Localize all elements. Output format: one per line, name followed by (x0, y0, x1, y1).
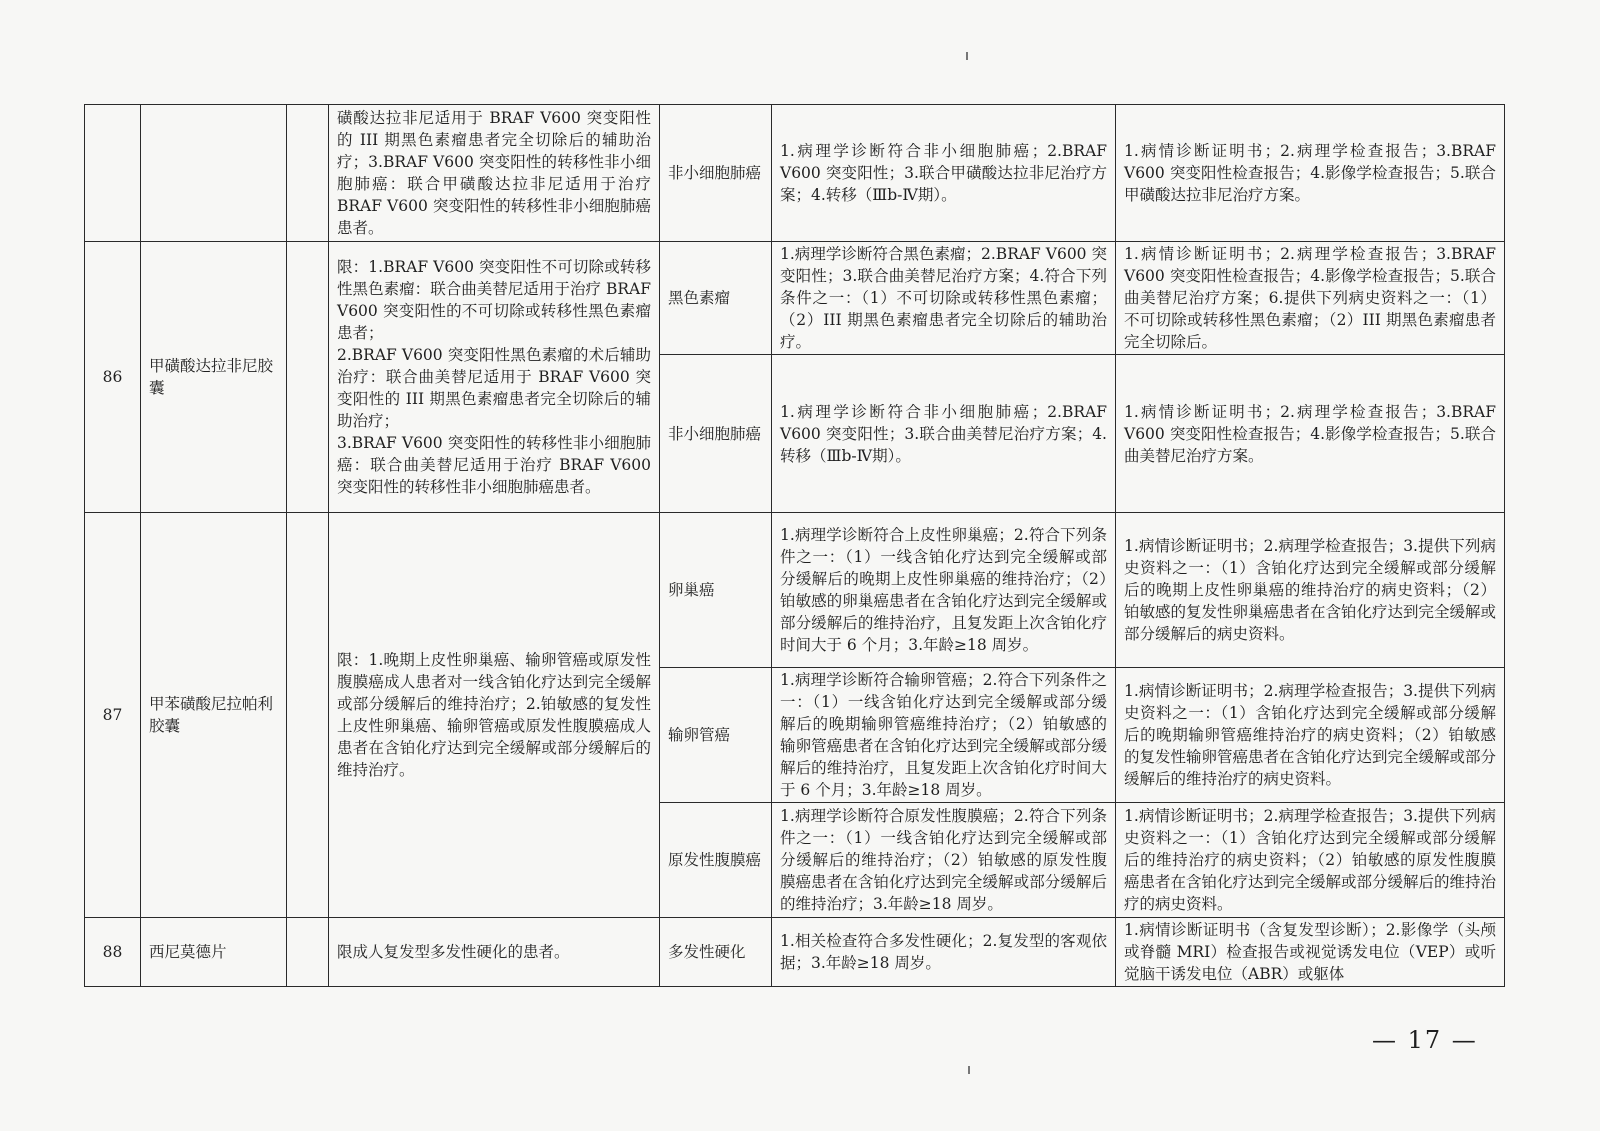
number-cell: 88 (85, 918, 141, 987)
drug-name-cell (141, 105, 287, 242)
scope-cell: 限成人复发型多发性硬化的患者。 (329, 918, 660, 987)
number-cell (85, 105, 141, 242)
materials-cell: 1.病情诊断证明书；2.病理学检查报告；3.BRAF V600 突变阳性检查报告；4.影像学检查报告；5.联合甲磺酸达拉非尼治疗方案。 (1116, 105, 1505, 242)
number-cell: 87 (85, 513, 141, 918)
drug-criteria-table (84, 104, 1505, 987)
materials-cell: 1.病情诊断证明书（含复发型诊断）；2.影像学（头颅或脊髓 MRI）检查报告或视觉诱发电位（VEP）或听觉脑干诱发电位（ABR）或躯体 (1116, 918, 1505, 987)
disease-cell: 多发性硬化 (660, 918, 772, 987)
criteria-cell: 1.病理学诊断符合非小细胞肺癌；2.BRAF V600 突变阳性；3.联合甲磺酸达拉非尼治疗方案；4.转移（Ⅲb-Ⅳ期）。 (772, 105, 1116, 242)
criteria-cell: 1.病理学诊断符合黑色素瘤；2.BRAF V600 突变阳性；3.联合曲美替尼治疗方案；4.符合下列条件之一：（1）不可切除或转移性黑色素瘤；（2）III 期黑色素瘤患者完全切除后的辅助治疗。 (772, 242, 1116, 355)
blank-column-cell (287, 918, 329, 987)
materials-cell: 1.病情诊断证明书；2.病理学检查报告；3.BRAF V600 突变阳性检查报告；4.影像学检查报告；5.联合曲美替尼治疗方案。 (1116, 355, 1505, 513)
drug-name-cell: 西尼莫德片 (141, 918, 287, 987)
page-number: — 17 — (1372, 1026, 1478, 1054)
disease-cell: 原发性腹膜癌 (660, 803, 772, 918)
table-row-87-a (85, 513, 1505, 668)
disease-cell: 非小细胞肺癌 (660, 355, 772, 513)
blank-column-cell (287, 242, 329, 513)
materials-cell: 1.病情诊断证明书；2.病理学检查报告；3.提供下列病史资料之一：（1）含铂化疗达到完全缓解或部分缓解后的维持治疗的病史资料；（2）铂敏感的原发性腹膜癌患者在含铂化疗达到完全缓解或部分缓解后的维持治疗的病史资料。 (1116, 803, 1505, 918)
table-row-88 (85, 918, 1505, 987)
criteria-cell: 1.病理学诊断符合非小细胞肺癌；2.BRAF V600 突变阳性；3.联合曲美替尼治疗方案；4.转移（Ⅲb-Ⅳ期）。 (772, 355, 1116, 513)
blank-column-cell (287, 105, 329, 242)
materials-cell: 1.病情诊断证明书；2.病理学检查报告；3.提供下列病史资料之一：（1）含铂化疗达到完全缓解或部分缓解后的晚期输卵管癌维持治疗的病史资料；（2）铂敏感的复发性输卵管癌患者在含铂化疗达到完全缓解或部分缓解后的维持治疗的病史资料。 (1116, 668, 1505, 803)
criteria-cell: 1.病理学诊断符合输卵管癌；2.符合下列条件之一：（1）一线含铂化疗达到完全缓解或部分缓解后的晚期输卵管癌维持治疗；（2）铂敏感的输卵管癌患者在含铂化疗达到完全缓解或部分缓解后的维持治疗，且复发距上次含铂化疗时间大于 6 个月；3.年龄≥18 周岁。 (772, 668, 1116, 803)
materials-cell: 1.病情诊断证明书；2.病理学检查报告；3.BRAF V600 突变阳性检查报告；4.影像学检查报告；5.联合曲美替尼治疗方案；6.提供下列病史资料之一：（1）不可切除或转移性黑色素瘤；（2）III 期黑色素瘤患者完全切除后。 (1116, 242, 1505, 355)
scope-cell: 限：1.BRAF V600 突变阳性不可切除或转移性黑色素瘤：联合曲美替尼适用于治疗 BRAF V600 突变阳性的不可切除或转移性黑色素瘤患者； 2.BRAF V600 突变阳性黑色素瘤的术后辅助治疗：联合曲美替尼适用于 BRAF V600 突变阳性的 III 期黑色素瘤患者完全切除后的辅助治疗； 3.BRAF V600 突变阳性的转移性非小细胞肺癌：联合曲美替尼适用于治疗 BRAF V600 突变阳性的转移性非小细胞肺癌患者。 (329, 242, 660, 513)
scope-cell: 磺酸达拉非尼适用于 BRAF V600 突变阳性的 III 期黑色素瘤患者完全切除后的辅助治疗；3.BRAF V600 突变阳性的转移性非小细胞肺癌：联合甲磺酸达拉非尼适用于治疗 BRAF V600 突变阳性的转移性非小细胞肺癌患者。 (329, 105, 660, 242)
criteria-cell: 1.相关检查符合多发性硬化；2.复发型的客观依据；3.年龄≥18 周岁。 (772, 918, 1116, 987)
materials-cell: 1.病情诊断证明书；2.病理学检查报告；3.提供下列病史资料之一：（1）含铂化疗达到完全缓解或部分缓解后的晚期上皮性卵巢癌的维持治疗的病史资料；（2）铂敏感的复发性卵巢癌患者在含铂化疗达到完全缓解或部分缓解后的病史资料。 (1116, 513, 1505, 668)
scan-speck (968, 1066, 970, 1074)
drug-name-cell: 甲磺酸达拉非尼胶囊 (141, 242, 287, 513)
number-cell: 86 (85, 242, 141, 513)
scope-cell: 限：1.晚期上皮性卵巢癌、输卵管癌或原发性腹膜癌成人患者对一线含铂化疗达到完全缓解或部分缓解后的维持治疗；2.铂敏感的复发性上皮性卵巢癌、输卵管癌或原发性腹膜癌成人患者在含铂化疗达到完全缓解或部分缓解后的维持治疗。 (329, 513, 660, 918)
criteria-cell: 1.病理学诊断符合上皮性卵巢癌；2.符合下列条件之一：（1）一线含铂化疗达到完全缓解或部分缓解后的晚期上皮性卵巢癌的维持治疗；（2）铂敏感的卵巢癌患者在含铂化疗达到完全缓解或部分缓解后的维持治疗，且复发距上次含铂化疗时间大于 6 个月；3.年龄≥18 周岁。 (772, 513, 1116, 668)
criteria-cell: 1.病理学诊断符合原发性腹膜癌；2.符合下列条件之一：（1）一线含铂化疗达到完全缓解或部分缓解后的维持治疗；（2）铂敏感的原发性腹膜癌患者在含铂化疗达到完全缓解或部分缓解后的维持治疗；3.年龄≥18 周岁。 (772, 803, 1116, 918)
disease-cell: 输卵管癌 (660, 668, 772, 803)
disease-cell: 黑色素瘤 (660, 242, 772, 355)
scan-speck (966, 52, 968, 60)
table-row-continuation (85, 105, 1505, 242)
table-row-86-a (85, 242, 1505, 355)
blank-column-cell (287, 513, 329, 918)
drug-name-cell: 甲苯磺酸尼拉帕利胶囊 (141, 513, 287, 918)
disease-cell: 非小细胞肺癌 (660, 105, 772, 242)
disease-cell: 卵巢癌 (660, 513, 772, 668)
